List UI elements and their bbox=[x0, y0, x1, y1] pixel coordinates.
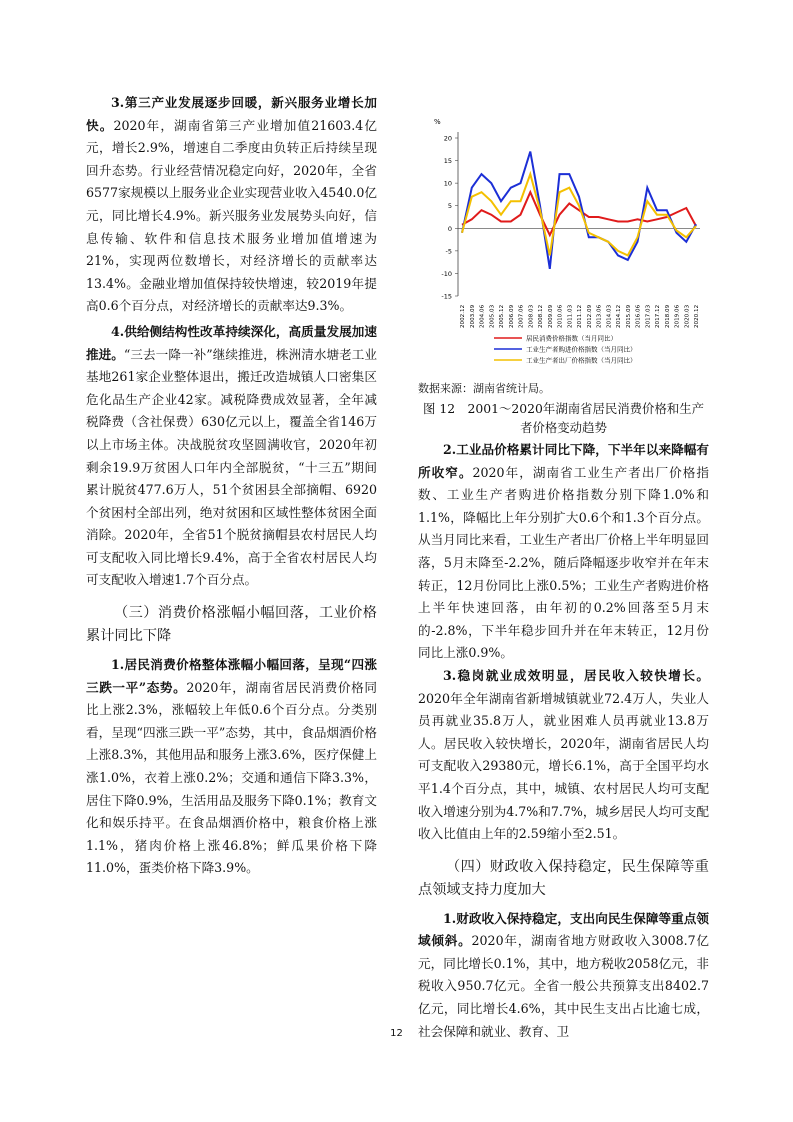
y-tick-label: 5 bbox=[447, 202, 452, 211]
paragraph-industrial-prices bbox=[418, 439, 709, 665]
paragraph-body: “三去一降一补”继续推进，株洲清水塘老工业基地261家企业整体退出，搬迁改造城镇人口密集区危化品生产企业42家。减税降费成效显著，全年减税降费（含社保费）630亿元以上，覆盖全省146万以上市场主体。决战脱贫攻坚圆满收官，2020年初剩余19.9万贫困人口年内全部脱贫，“十三五”期间累计脱贫477.6万人，51个贫困县全部摘帽、6920个贫困村全部出列，绝对贫困和区域性整体贫困全面消除。2020年，全省51个脱贫摘帽县农村居民人均可支配收入同比增长9.4%，高于全省农村居民人均可支配收入增速1.7个百分点。 bbox=[86, 346, 377, 588]
section-heading-prices: （三）消费价格涨幅小幅回落，工业价格累计同比下降 bbox=[86, 605, 377, 645]
x-tick-label: 2019.06 bbox=[674, 304, 681, 328]
x-tick-label: 2015.09 bbox=[625, 304, 632, 328]
paragraph-heading: 1.居民消费价格整体涨幅小幅回落，呈现“四涨三跌一平”态势。 bbox=[86, 657, 377, 695]
section-heading-fiscal: （四）财政收入保持稳定，民生保障等重点领域支持力度加大 bbox=[418, 858, 709, 898]
y-tick-label: 0 bbox=[447, 224, 452, 233]
x-tick-label: 2010.06 bbox=[557, 304, 564, 328]
x-tick-label: 2007.06 bbox=[518, 304, 525, 328]
paragraph-fiscal-revenue bbox=[418, 908, 709, 1044]
paragraph-cpi bbox=[86, 654, 377, 880]
paragraph-body: 2020年，湖南省第三产业增加值21603.4亿元，增长2.9%，增速自二季度由负转正后持续呈现回升态势。行业经营情况稳定向好，2020年，全省6577家规模以上服务业企业实现营业收入4540.0亿元，同比增长4.9%。新兴服务业发展势头向好，信息传输、软件和信息技术服务业增加值增速为21%，实现两位数增长，对经济增长的贡献率达13.4%。金融业增加值保持较快增速，较2019年提高0.6个百分点，对经济增长的贡献率达9.3%。 bbox=[86, 117, 377, 314]
y-tick-label: 15 bbox=[443, 157, 452, 166]
paragraph-body: 2020年，湖南省工业生产者出厂价格指数、工业生产者购进价格指数分别下降1.0%和1.1%，降幅比上年分别扩大0.6个和1.3个百分点。从当月同比来看，工业生产者出厂价格上半年明显回落，5月末降至-2.2%，随后降幅逐步收窄并在年末转正，12月份同比上涨0.5%；工业生产者购进价格上半年快速回落，由年初的0.2%回落至5月末的-2.8%，下半年稳步回升并在年末转正，12月份同比上涨0.9%。 bbox=[418, 464, 709, 661]
paragraph-tertiary-industry bbox=[86, 92, 377, 318]
x-tick-label: 2014.03 bbox=[606, 304, 613, 328]
y-tick-label: -5 bbox=[445, 247, 452, 256]
series-line bbox=[462, 174, 696, 255]
paragraph-body: 2020年，湖南省居民消费价格同比上涨2.3%，涨幅较上年低0.6个百分点。分类别看，呈现“四涨三跌一平”态势，其中，食品烟酒价格上涨8.3%，其他用品和服务上涨3.6%，医疗保健上涨1.0%，衣着上涨0.2%；交通和通信下降3.3%，居住下降0.9%，生活用品及服务下降0.1%；教育文化和娱乐持平。在食品烟酒价格中，粮食价格上涨1.1%，猪肉价格上涨46.8%；鲜瓜果价格下降11.0%，蛋类价格下降3.9%。 bbox=[86, 679, 377, 876]
paragraph-heading: 2.工业品价格累计同比下降，下半年以来降幅有所收窄。 bbox=[418, 442, 709, 480]
x-tick-label: 2002.12 bbox=[460, 304, 466, 328]
x-tick-label: 2013.06 bbox=[596, 304, 603, 328]
y-tick-label: 10 bbox=[443, 179, 452, 188]
left-column bbox=[86, 92, 377, 880]
x-tick-label: 2011.12 bbox=[577, 304, 583, 328]
y-tick-label: 20 bbox=[443, 134, 452, 143]
paragraph-body: 2020年全年湖南省新增城镇就业72.4万人，失业人员再就业35.8万人，就业困难人员再就业13.8万人。居民收入较快增长，2020年，湖南省居民人均可支配收入29380元，增长6.1%，高于全国平均水平1.4个百分点，其中，城镇、农村居民人均可支配收入增速分别为4.7%和7.7%，城乡居民人均可支配收入比值由上年的2.59缩小至2.51。 bbox=[418, 690, 709, 842]
x-tick-label: 2017.03 bbox=[645, 304, 652, 328]
x-tick-label: 2006.09 bbox=[508, 304, 515, 328]
right-column bbox=[418, 100, 709, 1043]
x-tick-label: 2020.12 bbox=[694, 304, 700, 328]
y-unit-label: % bbox=[434, 118, 441, 126]
y-tick-label: -15 bbox=[441, 292, 452, 301]
price-trend-chart bbox=[418, 108, 709, 373]
paragraph-employment-income bbox=[418, 665, 709, 846]
x-tick-label: 2005.12 bbox=[499, 304, 505, 328]
paragraph-heading: 1.财政收入保持稳定，支出向民生保障等重点领域倾斜。 bbox=[418, 910, 709, 949]
paragraph-heading: 3.稳岗就业成效明显，居民收入较快增长。 bbox=[443, 667, 709, 683]
data-source-note: 数据来源：湖南省统计局。 bbox=[418, 382, 550, 395]
x-tick-label: 2018.09 bbox=[664, 304, 671, 328]
paragraph-heading: 3.第三产业发展逐步回暖，新兴服务业增长加快。 bbox=[86, 95, 377, 133]
price-trend-chart-svg bbox=[418, 108, 709, 373]
x-tick-label: 2004.06 bbox=[479, 304, 486, 328]
paragraph-supply-side-reform bbox=[86, 321, 377, 592]
x-tick-label: 2020.03 bbox=[684, 304, 691, 328]
legend-label: 居民消费价格指数（当月同比） bbox=[526, 334, 617, 343]
x-tick-label: 2016.06 bbox=[635, 304, 642, 328]
x-tick-label: 2008.03 bbox=[528, 304, 535, 328]
paragraph-body: 2020年，湖南省地方财政收入3008.7亿元，同比增长0.1%，其中，地方税收2058亿元，非税收入950.7亿元。全省一般公共预算支出8402.7亿元，同比增长4.6%，其中民生支出占比逾七成，社会保障和就业、教育、卫 bbox=[418, 933, 710, 1039]
x-tick-label: 2014.12 bbox=[616, 304, 622, 328]
legend-label: 工业生产者购进价格指数（当月同比） bbox=[526, 345, 637, 354]
legend-label: 工业生产者出厂价格指数（当月同比） bbox=[526, 356, 637, 365]
x-tick-label: 2005.03 bbox=[489, 304, 496, 328]
x-tick-label: 2003.09 bbox=[469, 304, 476, 328]
paragraph-heading: 4.供给侧结构性改革持续深化，高质量发展加速推进。 bbox=[86, 323, 377, 362]
x-tick-label: 2017.12 bbox=[655, 304, 661, 328]
x-tick-label: 2008.12 bbox=[538, 304, 544, 328]
x-tick-label: 2011.03 bbox=[567, 304, 574, 328]
x-tick-label: 2009.09 bbox=[547, 304, 554, 328]
y-tick-label: -10 bbox=[441, 269, 452, 278]
figure-caption: 图 12 2001～2020年湖南省居民消费价格和生产者价格变动趋势 bbox=[422, 401, 705, 435]
x-tick-label: 2012.09 bbox=[586, 304, 593, 328]
page-number: 12 bbox=[390, 1028, 403, 1039]
